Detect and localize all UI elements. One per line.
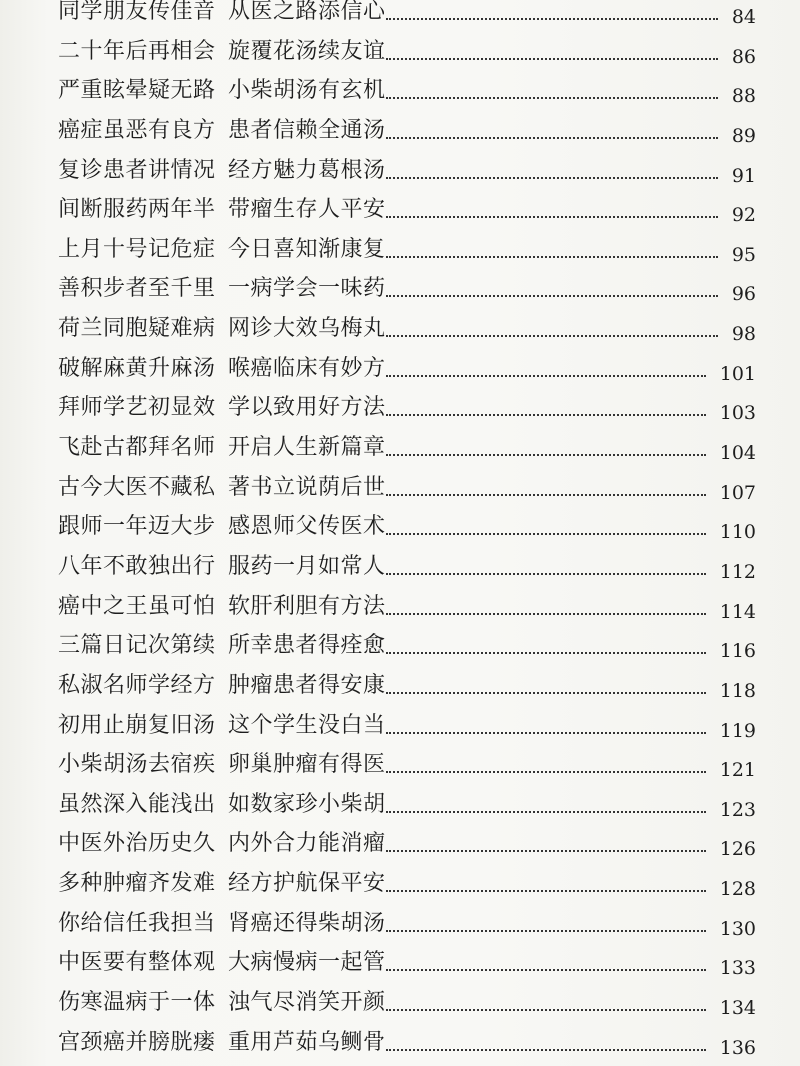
entry-title-first-line: 癌症虽恶有良方	[58, 117, 216, 143]
entry-title-second-line: 浊气尽消笑开颜	[228, 990, 386, 1016]
entry-title-first-line: 善积步者至千里	[58, 276, 216, 302]
entry-title-second-line: 喉癌临床有妙方	[228, 355, 386, 381]
entry-title-second-line: 所幸患者得痊愈	[228, 633, 386, 659]
toc-entry	[0, 192, 800, 232]
entry-title-second-line: 软肝利胆有方法	[228, 593, 386, 619]
page-number: 101	[719, 362, 756, 385]
page-number: 123	[719, 798, 756, 821]
entry-title-second-line: 内外合力能消瘤	[228, 831, 386, 857]
page-number: 107	[719, 481, 756, 504]
dot-leader	[386, 650, 706, 654]
dot-leader	[386, 293, 718, 297]
toc-entry	[0, 826, 800, 866]
toc-entry	[0, 390, 800, 430]
entry-title-second-line: 服药一月如常人	[228, 553, 386, 579]
dot-leader	[386, 373, 706, 377]
toc-entry	[0, 153, 800, 193]
entry-title-first-line: 私淑名师学经方	[58, 672, 216, 698]
toc-entry	[0, 113, 800, 153]
page-number: 86	[731, 45, 756, 68]
entry-title-first-line: 古今大医不藏私	[58, 474, 216, 500]
entry-title-first-line: 初用止崩复旧汤	[58, 712, 216, 738]
dot-leader	[386, 690, 706, 694]
toc-entry	[0, 509, 800, 549]
toc-entry	[0, 628, 800, 668]
toc-entry	[0, 866, 800, 906]
entry-title-first-line: 拜师学艺初显效	[58, 395, 216, 421]
page-number: 96	[731, 283, 756, 306]
toc-entry	[0, 589, 800, 629]
entry-title-first-line: 上月十号记危症	[58, 236, 216, 262]
dot-leader	[386, 848, 706, 852]
dot-leader	[386, 135, 718, 139]
dot-leader	[386, 214, 718, 218]
entry-title-first-line: 癌中之王虽可怕	[58, 593, 216, 619]
entry-title-second-line: 肿瘤患者得安康	[228, 672, 386, 698]
dot-leader	[386, 1047, 706, 1051]
entry-title-second-line: 这个学生没白当	[228, 712, 386, 738]
toc-entry	[0, 0, 800, 34]
entry-title-second-line: 开启人生新篇章	[228, 435, 386, 461]
page-number: 95	[731, 243, 756, 266]
entry-title-first-line: 三篇日记次第续	[58, 633, 216, 659]
dot-leader	[386, 611, 706, 615]
page-number: 92	[731, 204, 756, 227]
page-number: 114	[719, 600, 756, 623]
page-number: 89	[731, 124, 756, 147]
entry-title-second-line: 肾癌还得柴胡汤	[228, 910, 386, 936]
toc-entry	[0, 708, 800, 748]
toc-entry	[0, 271, 800, 311]
toc-entry	[0, 549, 800, 589]
toc-entry	[0, 351, 800, 391]
toc-entry	[0, 906, 800, 946]
page-number: 98	[731, 323, 756, 346]
entry-title-second-line: 卵巢肿瘤有得医	[228, 752, 386, 778]
toc-entry	[0, 73, 800, 113]
page-number: 118	[719, 679, 756, 702]
entry-title-first-line: 多种肿瘤齐发难	[58, 871, 216, 897]
entry-title-first-line: 小柴胡汤去宿疾	[58, 752, 216, 778]
entry-title-second-line: 小柴胡汤有玄机	[228, 78, 386, 104]
dot-leader	[386, 1007, 706, 1011]
page-number: 84	[731, 6, 756, 28]
entry-title-second-line: 经方护航保平安	[228, 871, 386, 897]
page-number: 121	[719, 759, 756, 782]
entry-title-second-line: 感恩师父传医术	[228, 514, 386, 540]
page-number: 116	[719, 640, 756, 663]
entry-title-first-line: 伤寒温病于一体	[58, 990, 216, 1016]
entry-title-second-line: 学以致用好方法	[228, 395, 386, 421]
toc-entry	[0, 985, 800, 1025]
toc-entry	[0, 232, 800, 272]
page-number: 133	[719, 957, 756, 980]
page-number: 130	[719, 917, 756, 940]
entry-title-second-line: 患者信赖全通汤	[228, 117, 386, 143]
dot-leader	[386, 452, 706, 456]
dot-leader	[386, 888, 706, 892]
entry-title-second-line: 重用芦茹乌鲗骨	[228, 1029, 386, 1055]
toc-entry	[0, 34, 800, 74]
entry-title-second-line: 旋覆花汤续友谊	[228, 38, 386, 64]
page-number: 128	[719, 878, 756, 901]
dot-leader	[386, 809, 706, 813]
toc-entry	[0, 311, 800, 351]
page-number: 91	[731, 164, 756, 187]
dot-leader	[386, 571, 706, 575]
page-number: 112	[719, 560, 756, 583]
entry-title-first-line: 破解麻黄升麻汤	[58, 355, 216, 381]
dot-leader	[386, 531, 706, 535]
entry-title-first-line: 同学朋友传佳音	[58, 0, 216, 24]
dot-leader	[386, 928, 706, 932]
page-number: 88	[731, 85, 756, 108]
page-number: 119	[719, 719, 756, 742]
entry-title-first-line: 虽然深入能浅出	[58, 791, 216, 817]
entry-title-second-line: 今日喜知渐康复	[228, 236, 386, 262]
toc-entry	[0, 430, 800, 470]
entry-title-first-line: 荷兰同胞疑难病	[58, 316, 216, 342]
dot-leader	[386, 95, 718, 99]
dot-leader	[386, 56, 718, 60]
entry-title-first-line: 严重眩晕疑无路	[58, 78, 216, 104]
page-number: 110	[719, 521, 756, 544]
page-number: 126	[719, 838, 756, 861]
toc-entry	[0, 668, 800, 708]
dot-leader	[386, 333, 718, 337]
entry-title-second-line: 带瘤生存人平安	[228, 197, 386, 223]
dot-leader	[386, 254, 718, 258]
dot-leader	[386, 730, 706, 734]
entry-title-first-line: 八年不敢独出行	[58, 553, 216, 579]
toc-entry	[0, 747, 800, 787]
entry-title-first-line: 间断服药两年半	[58, 197, 216, 223]
toc-entry	[0, 945, 800, 985]
page-number: 103	[719, 402, 756, 425]
toc-entry	[0, 470, 800, 510]
entry-title-first-line: 飞赴古都拜名师	[58, 435, 216, 461]
entry-title-second-line: 经方魅力葛根汤	[228, 157, 386, 183]
dot-leader	[386, 412, 706, 416]
dot-leader	[386, 769, 706, 773]
entry-title-second-line: 一病学会一味药	[228, 276, 386, 302]
page-number: 104	[719, 442, 756, 465]
dot-leader	[386, 967, 706, 971]
entry-title-second-line: 著书立说荫后世	[228, 474, 386, 500]
entry-title-second-line: 如数家珍小柴胡	[228, 791, 386, 817]
entry-title-first-line: 二十年后再相会	[58, 38, 216, 64]
dot-leader	[386, 16, 718, 20]
page-number: 136	[719, 1036, 756, 1059]
dot-leader	[386, 175, 718, 179]
entry-title-first-line: 复诊患者讲情况	[58, 157, 216, 183]
entry-title-first-line: 你给信任我担当	[58, 910, 216, 936]
entry-title-second-line: 网诊大效乌梅丸	[228, 316, 386, 342]
entry-title-first-line: 中医外治历史久	[58, 831, 216, 857]
entry-title-first-line: 中医要有整体观	[58, 950, 216, 976]
page-number: 134	[719, 997, 756, 1020]
entry-title-first-line: 宫颈癌并膀胱瘘	[58, 1029, 216, 1055]
entry-title-second-line: 从医之路添信心	[228, 0, 386, 24]
entry-title-first-line: 跟师一年迈大步	[58, 514, 216, 540]
toc-entry	[0, 1025, 800, 1065]
dot-leader	[386, 492, 706, 496]
toc-entry	[0, 787, 800, 827]
entry-title-second-line: 大病慢病一起管	[228, 950, 386, 976]
